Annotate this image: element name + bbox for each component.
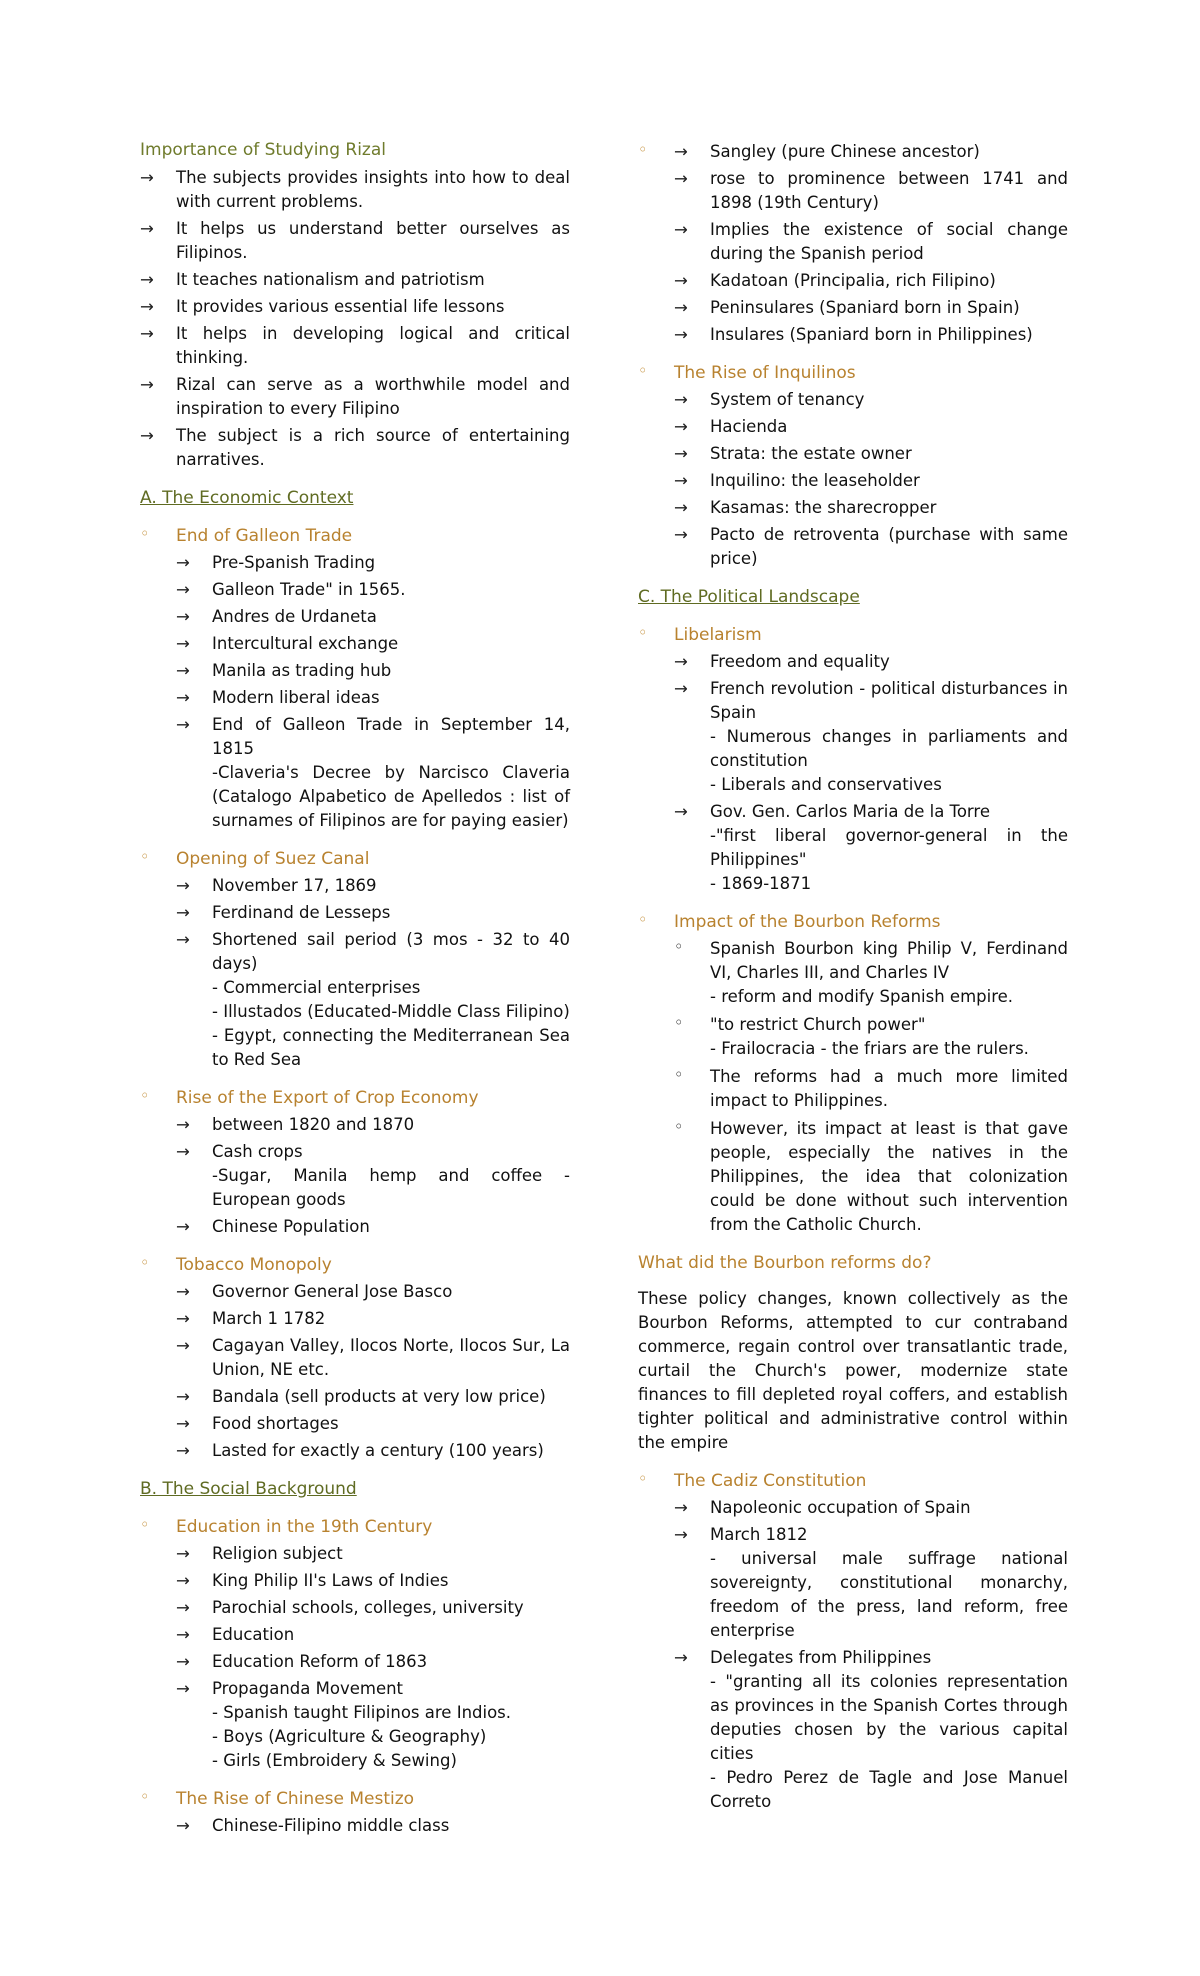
- item-line: → French revolution - political disturbances in Spain: [710, 679, 1068, 722]
- galleon-subsection: [140, 524, 570, 833]
- intro-list: [140, 166, 570, 472]
- galleon-title: ◦ End of Galleon Trade: [176, 526, 353, 546]
- list-item: → Implies the existence of social change during the Spanish period: [674, 218, 1068, 266]
- list-item: → Napoleonic occupation of Spain: [674, 1496, 1068, 1520]
- liberalism-title: ◦ Libelarism: [674, 625, 762, 645]
- intro-title: Importance of Studying Rizal: [140, 140, 386, 160]
- list-item: [674, 1646, 1068, 1814]
- mestizo-cont-list: [674, 140, 1068, 347]
- tobacco-subsection: [140, 1253, 570, 1463]
- liberalism-subsection: [638, 623, 1068, 896]
- liberalism-list: [674, 650, 1068, 896]
- list-item: → Chinese-Filipino middle class: [176, 1814, 570, 1838]
- suez-title: ◦ Opening of Suez Canal: [176, 849, 370, 869]
- education-subsection: [140, 1515, 570, 1773]
- list-item: → Rizal can serve as a worthwhile model and inspiration to every Filipino: [140, 373, 570, 421]
- list-item: → Manila as trading hub: [176, 659, 570, 683]
- what-bourbon-section: [638, 1251, 1068, 1455]
- galleon-list: [176, 551, 570, 833]
- list-item: → Bandala (sell products at very low price): [176, 1385, 570, 1409]
- list-item: → Ferdinand de Lesseps: [176, 901, 570, 925]
- list-item: → Peninsulares (Spaniard born in Spain): [674, 296, 1068, 320]
- item-line: -Claveria's Decree by Narcisco Claveria (Catalogo Alpabetico de Apelledos : list of surnames of Filipinos are for paying easier): [212, 763, 570, 830]
- bourbon-subsection: [638, 910, 1068, 1237]
- list-item: → Galleon Trade" in 1565.: [176, 578, 570, 602]
- list-item: → It helps in developing logical and critical thinking.: [140, 322, 570, 370]
- list-item: → Pacto de retroventa (purchase with same price): [674, 523, 1068, 571]
- item-line: → Propaganda Movement: [212, 1679, 404, 1698]
- item-line: → End of Galleon Trade in September 14, 1815: [212, 715, 570, 758]
- cadiz-list: [674, 1496, 1068, 1814]
- cadiz-title: ◦ The Cadiz Constitution: [674, 1471, 867, 1491]
- list-item: → Strata: the estate owner: [674, 442, 1068, 466]
- list-item: → It helps us understand better ourselves as Filipinos.: [140, 217, 570, 265]
- suez-subsection: [140, 847, 570, 1072]
- list-item: → between 1820 and 1870: [176, 1113, 570, 1137]
- crop-subsection: [140, 1086, 570, 1239]
- item-line: - Girls (Embroidery & Sewing): [212, 1751, 457, 1770]
- social-title: B. The Social Background: [140, 1479, 357, 1499]
- item-line: ◦ Spanish Bourbon king Philip V, Ferdinand VI, Charles III, and Charles IV: [710, 939, 1068, 982]
- inquilinos-list: [674, 388, 1068, 571]
- list-item: → ◦ Sangley (pure Chinese ancestor): [674, 140, 1068, 164]
- item-line: - 1869-1871: [710, 874, 812, 893]
- bourbon-title: ◦ Impact of the Bourbon Reforms: [674, 912, 941, 932]
- mestizo-continued: [638, 140, 1068, 347]
- item-line: - Frailocracia - the friars are the rulers.: [710, 1039, 1029, 1058]
- list-item: [674, 1523, 1068, 1643]
- list-item: → Intercultural exchange: [176, 632, 570, 656]
- item-line: - Boys (Agriculture & Geography): [212, 1727, 487, 1746]
- list-item: [176, 928, 570, 1072]
- list-item: → Lasted for exactly a century (100 years): [176, 1439, 570, 1463]
- item-line: - Illustados (Educated-Middle Class Filipino): [212, 1002, 570, 1021]
- what-bourbon-paragraph: These policy changes, known collectively as the Bourbon Reforms, attempted to cur contraband commerce, regain control over transatlantic trade, curtail the Church's power, modernize state finances to fill depleted royal coffers, and establish tighter political and administrative control within the empire: [638, 1289, 1068, 1452]
- political-title: C. The Political Landscape: [638, 587, 860, 607]
- list-item: [674, 1065, 1068, 1113]
- list-item: [176, 1677, 570, 1773]
- item-line: - universal male suffrage national sovereignty, constitutional monarchy, freedom of the press, land reform, free enterprise: [710, 1549, 1068, 1640]
- item-line: - Pedro Perez de Tagle and Jose Manuel Correto: [710, 1768, 1068, 1811]
- item-line: → Delegates from Philippines: [710, 1648, 932, 1667]
- tobacco-list: [176, 1280, 570, 1463]
- list-item: → The subject is a rich source of entertaining narratives.: [140, 424, 570, 472]
- suez-list: [176, 874, 570, 1072]
- list-item: → Chinese Population: [176, 1215, 570, 1239]
- education-list: [176, 1542, 570, 1773]
- bourbon-list: [674, 937, 1068, 1237]
- item-line: → Cash crops: [212, 1142, 303, 1161]
- left-column: [140, 138, 570, 1852]
- item-line: ◦ "to restrict Church power": [710, 1015, 926, 1034]
- item-line: ◦ However, its impact at least is that gave people, especially the natives in the Philippines, the idea that colonization could be done without such intervention from the Catholic Church.: [710, 1119, 1068, 1234]
- intro-section: [140, 138, 570, 472]
- list-item: → Hacienda: [674, 415, 1068, 439]
- list-item: → Andres de Urdaneta: [176, 605, 570, 629]
- mestizo-title: ◦ The Rise of Chinese Mestizo: [176, 1789, 415, 1809]
- item-line: -"first liberal governor-general in the Philippines": [710, 826, 1068, 869]
- list-item: [674, 1013, 1068, 1061]
- social-section: [140, 1477, 570, 1838]
- list-item: [674, 677, 1068, 797]
- list-item: [674, 800, 1068, 896]
- list-item: → Kadatoan (Principalia, rich Filipino): [674, 269, 1068, 293]
- list-item: → Insulares (Spaniard born in Philippines): [674, 323, 1068, 347]
- item-line: -Sugar, Manila hemp and coffee - European goods: [212, 1166, 570, 1209]
- item-line: - Numerous changes in parliaments and constitution: [710, 727, 1068, 770]
- list-item: → It provides various essential life lessons: [140, 295, 570, 319]
- list-item: → Modern liberal ideas: [176, 686, 570, 710]
- right-column: [638, 138, 1068, 1822]
- list-item: → The subjects provides insights into how to deal with current problems.: [140, 166, 570, 214]
- crop-list: [176, 1113, 570, 1239]
- political-section: [638, 585, 1068, 1814]
- list-item: [674, 937, 1068, 1009]
- list-item: → rose to prominence between 1741 and 1898 (19th Century): [674, 167, 1068, 215]
- list-item: [176, 1140, 570, 1212]
- cadiz-subsection: [638, 1469, 1068, 1814]
- mestizo-list: [176, 1814, 570, 1838]
- list-item: → Education: [176, 1623, 570, 1647]
- item-line: - Liberals and conservatives: [710, 775, 942, 794]
- economic-section: [140, 486, 570, 1463]
- inquilinos-subsection: [638, 361, 1068, 571]
- item-line: - Egypt, connecting the Mediterranean Sea to Red Sea: [212, 1026, 570, 1069]
- item-line: - Commercial enterprises: [212, 978, 421, 997]
- education-title: ◦ Education in the 19th Century: [176, 1517, 433, 1537]
- list-item: → Inquilino: the leaseholder: [674, 469, 1068, 493]
- item-line: - reform and modify Spanish empire.: [710, 987, 1014, 1006]
- list-item: → Cagayan Valley, Ilocos Norte, Ilocos Sur, La Union, NE etc.: [176, 1334, 570, 1382]
- list-item: [674, 1117, 1068, 1237]
- item-line: → March 1812: [710, 1525, 808, 1544]
- list-item: → Freedom and equality: [674, 650, 1068, 674]
- list-item: → It teaches nationalism and patriotism: [140, 268, 570, 292]
- what-bourbon-title: What did the Bourbon reforms do?: [638, 1253, 932, 1273]
- list-item: → System of tenancy: [674, 388, 1068, 412]
- list-item: → Governor General Jose Basco: [176, 1280, 570, 1304]
- tobacco-title: ◦ Tobacco Monopoly: [176, 1255, 332, 1275]
- item-line: - Spanish taught Filipinos are Indios.: [212, 1703, 512, 1722]
- crop-title: ◦ Rise of the Export of Crop Economy: [176, 1088, 479, 1108]
- inquilinos-title: ◦ The Rise of Inquilinos: [674, 363, 856, 383]
- list-item: → Pre-Spanish Trading: [176, 551, 570, 575]
- list-item: → Kasamas: the sharecropper: [674, 496, 1068, 520]
- list-item: → November 17, 1869: [176, 874, 570, 898]
- list-item: → Food shortages: [176, 1412, 570, 1436]
- economic-title: A. The Economic Context: [140, 488, 354, 508]
- list-item: → March 1 1782: [176, 1307, 570, 1331]
- list-item: [176, 713, 570, 833]
- item-line: - "granting all its colonies representation as provinces in the Spanish Cortes through deputies chosen by the various capital cities: [710, 1672, 1068, 1763]
- item-line: ◦ The reforms had a much more limited impact to Philippines.: [710, 1067, 1068, 1110]
- list-item: → Education Reform of 1863: [176, 1650, 570, 1674]
- mestizo-subsection: [140, 1787, 570, 1838]
- list-item: → Parochial schools, colleges, university: [176, 1596, 570, 1620]
- item-line: → Shortened sail period (3 mos - 32 to 40 days): [212, 930, 570, 973]
- list-item: → King Philip II's Laws of Indies: [176, 1569, 570, 1593]
- list-item: → Religion subject: [176, 1542, 570, 1566]
- item-line: → Gov. Gen. Carlos Maria de la Torre: [710, 802, 990, 821]
